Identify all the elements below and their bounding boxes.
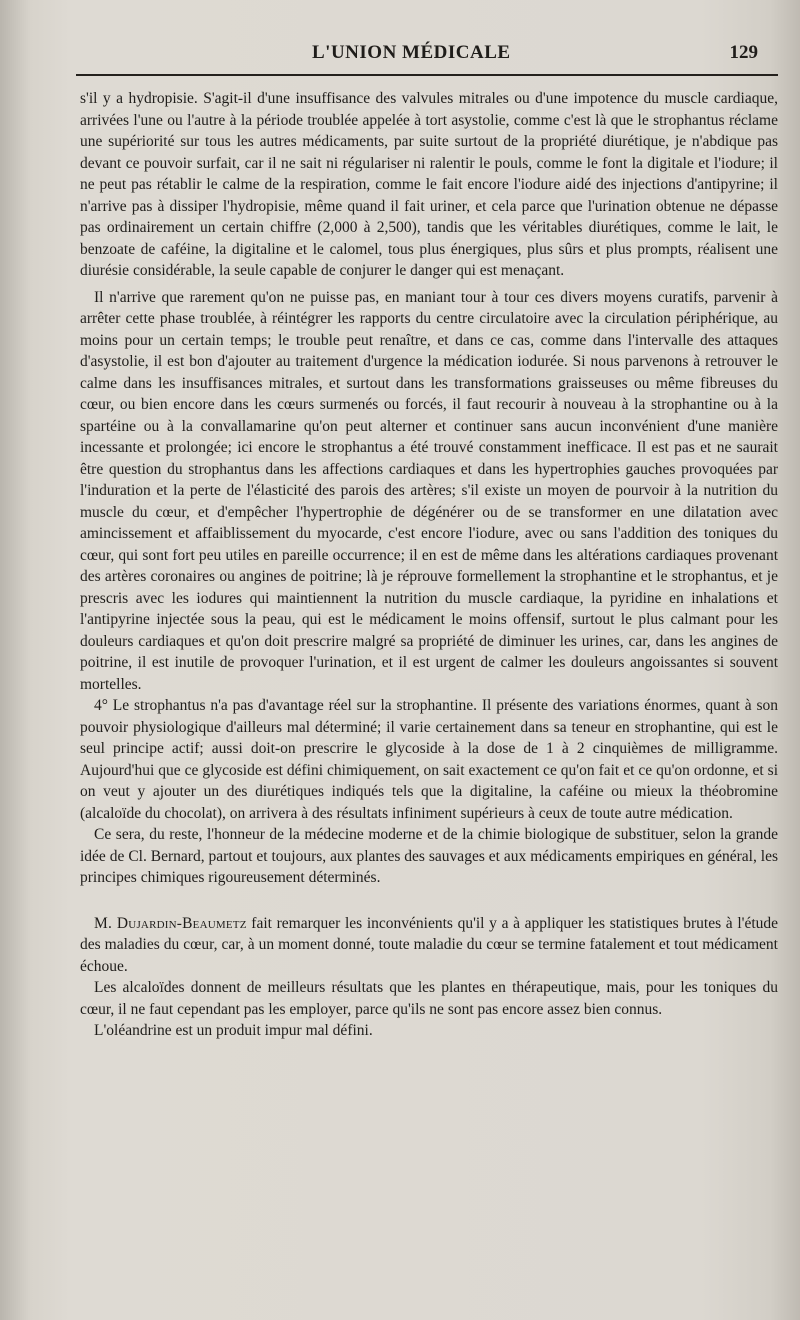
page-number: 129 xyxy=(729,42,758,63)
page-body xyxy=(80,88,778,1042)
speaker-name: M. Dujardin-Beaumetz xyxy=(94,914,247,932)
page-header xyxy=(76,34,778,74)
running-title: L'UNION MÉDICALE xyxy=(312,42,511,63)
paragraph: s'il y a hydropisie. S'agit-il d'une insuffisance des valvules mitrales ou d'une impotence du muscle cardiaque, arrivées l'une ou l'autre à la période troublée appelée à tort asystolie, comme c'est là que le strophantus réclame une supériorité sur tous les autres médicaments, par suite surtout de la propriété diurétique, je n'abdique pas devant ce pouvoir surfait, car il ne sait ni régulariser ni ralentir le pouls, comme le font la digitale et l'iodure; il ne peut pas rétablir le calme de la respiration, comme le fait encore l'iodure aidé des injections d'antipyrine; il n'arrive pas à dissiper l'hydropisie, même quand il fait uriner, et cela parce que l'urination obtenue ne dépasse pas ordinairement un certain chiffre (2,000 à 2,500), tandis que les véritables diurétiques, comme le lait, le benzoate de caféine, la digitaline et le calomel, tous plus énergiques, plus sûrs et plus prompts, réalisent une diurésie considérable, la seule capable de conjurer le danger qui est menaçant. xyxy=(80,90,778,279)
paragraph: Les alcaloïdes donnent de meilleurs résultats que les plantes en thérapeutique, mais, pour les toniques du cœur, il ne faut cependant pas les employer, parce qu'ils ne sont pas encore assez bien connus. xyxy=(80,979,778,1018)
paragraph: 4° Le strophantus n'a pas d'avantage réel sur la strophantine. Il présente des variations énormes, quant à son pouvoir physiologique d'ailleurs mal déterminé; il varie certainement dans sa teneur en strophantine, qui est le seul principe actif; aussi doit-on prescrire le glycoside à la dose de 1 à 2 cinquièmes de milligramme. Aujourd'hui que ce glycoside est défini chimiquement, on sait exactement ce qu'on fait et ce qu'on ordonne, et si on veut y ajouter un des diurétiques indiqués tels que la digitaline, la caféine ou mieux la théobromine (alcaloïde du chocolat), on arrivera à des résultats infiniment supérieurs à ceux de toute autre médication. xyxy=(80,697,778,822)
paragraph xyxy=(80,913,778,978)
paragraph: Ce sera, du reste, l'honneur de la médecine moderne et de la chimie biologique de substituer, selon la grande idée de Cl. Bernard, partout et toujours, aux plantes des sauvages et aux médicaments empiriques en général, les principes chimiques rigoureusement déterminés. xyxy=(80,826,778,886)
paragraph: L'oléandrine est un produit impur mal défini. xyxy=(94,1022,373,1039)
paragraph: Il n'arrive que rarement qu'on ne puisse pas, en maniant tour à tour ces divers moyens curatifs, parvenir à arrêter cette phase troublée, à réintégrer les rapports du centre circulatoire avec la circulation périphérique, au moins pour un certain temps; le trouble peut renaître, et dans ce cas, comme dans l'intervalle des attaques d'asystolie, il est bon d'ajouter au traitement d'urgence la médication iodurée. Si nous parvenons à retrouver le calme dans les insuffisances mitrales, et surtout dans les transformations graisseuses ou même fibreuses du cœur, ou bien encore dans les cœurs surmenés ou forcés, il faut recourir à nouveau à la strophantine ou à la spartéine ou à la convallamarine qu'on peut alterner et continuer sans aucun inconvénient d'une manière incessante et prolongée; ici encore le strophantus a été trouvé constamment inefficace. Il est pas et ne saurait être question du strophantus dans les affections cardiaques et dans les hypertrophies gauches provoquées par l'induration et la perte de l'élasticité des parois des artères; s'il existe un moyen de pourvoir à la nutrition du muscle du cœur, et d'empêcher l'hypertrophie de dégénérer ou de se transformer en une dilatation avec amincissement et affaiblissement du myocarde, c'est encore l'iodure, avec ou sans l'addition des toniques du cœur, qui sont fort peu utiles en pareille occurrence; il en est de même dans les altérations cardiaques provenant des artères coronaires ou angines de poitrine; là je réprouve formellement la strophantine et le strophantus, et je prescris avec les iodures qui maintiennent la nutrition du muscle cardiaque, la pyridine en inhalations et l'antipyrine injectée sous la peau, qui est le médicament le moins offensif, surtout le plus calmant pour les douleurs cardiaques et qu'on doit prescrire malgré sa propriété de diminuer les urines, car, dans les angines de poitrine, il est inutile de provoquer l'urination, et il est urgent de calmer les douleurs angoissantes si souvent mortelles. xyxy=(80,288,778,693)
paragraph-text: fait remarquer les inconvénients qu'il y a à appliquer les statistiques brutes à l'étude des maladies du cœur, car, à un moment donné, toute maladie du cœur se termine fatalement et tout médicament échoue. xyxy=(80,914,779,975)
header-rule xyxy=(76,74,778,76)
